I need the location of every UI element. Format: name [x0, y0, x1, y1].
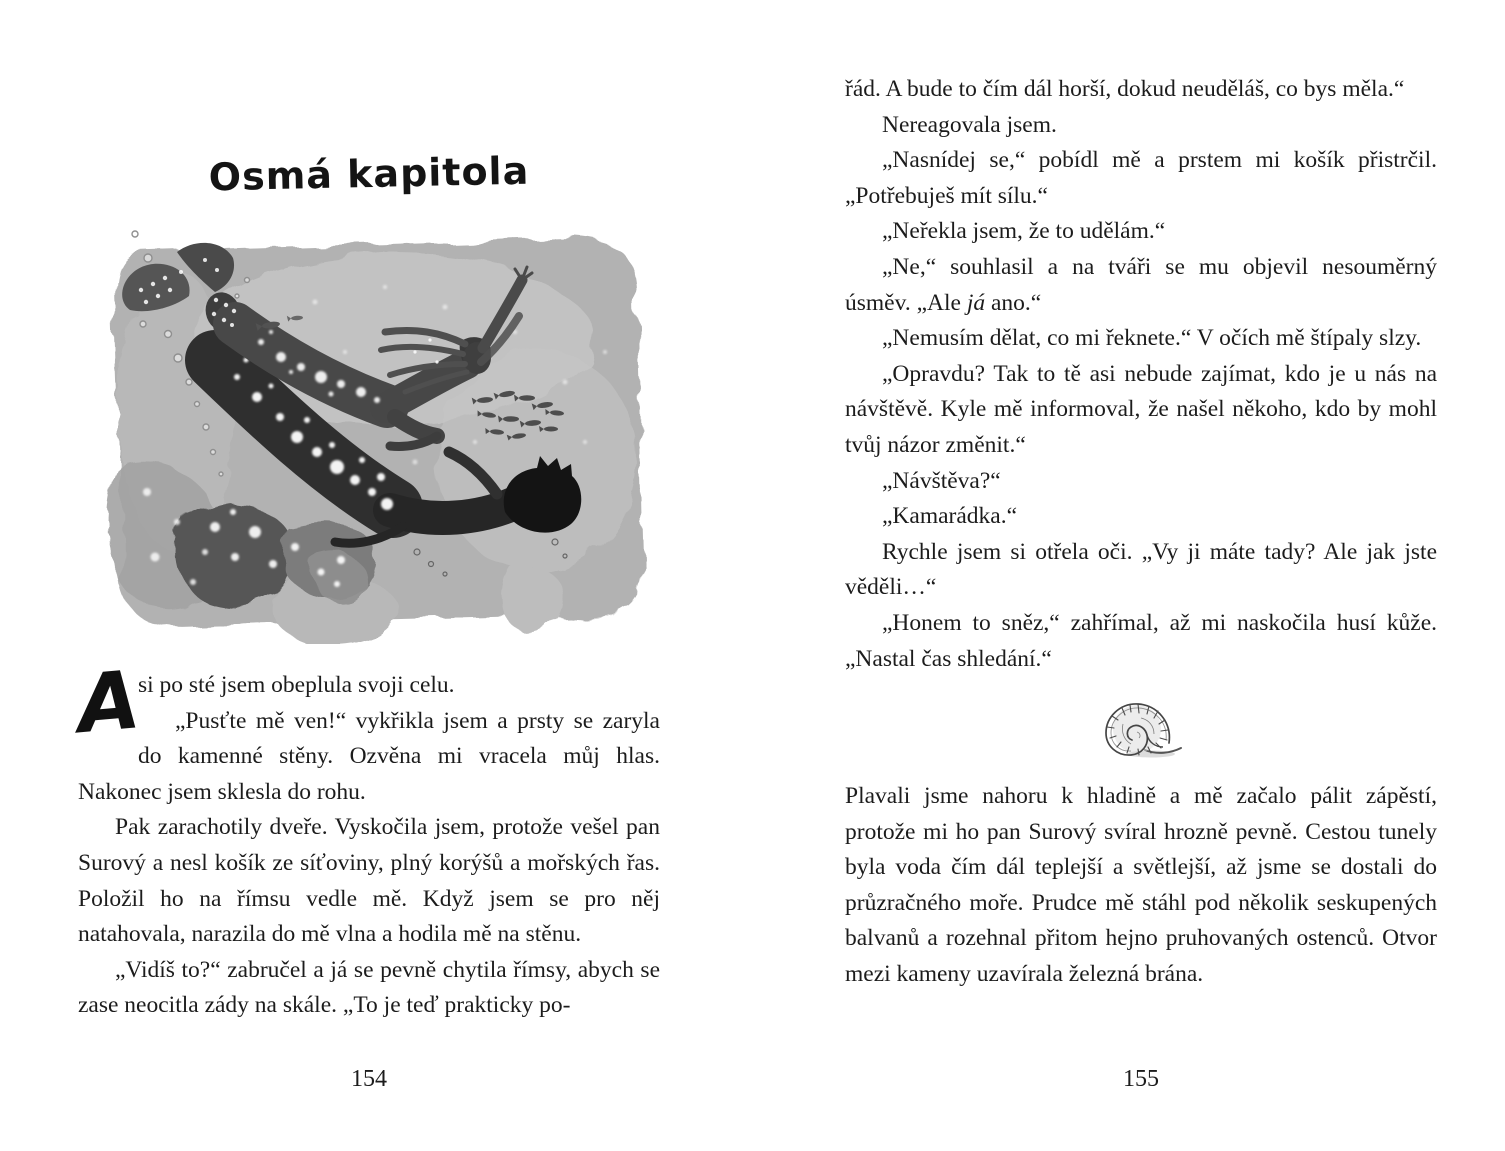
drop-cap: A [73, 653, 144, 752]
paragraph: „Kamarádka.“ [882, 503, 1018, 530]
paragraph: „Neřekla jsem, že to udělám.“ [882, 218, 1166, 245]
closing-paragraph: Plavali jsme nahoru k hladině a mě začalo pálit zápěstí, protože mi ho pan Surový svíral hrozně pevně. Cestou tunely byla voda čím dál teplejší a světlejší, až jsme se dostali do průzračného moře. Prudce mě stáhl pod několik seskupených balvanů a rozehnal přitom hejno pruhovaných ostenců. Otvor mezi kameny uzavírala železná brána. [845, 783, 1437, 988]
continuation-paragraph: řád. A bude to čím dál horší, dokud neuděláš, co bys měla.“ [845, 76, 1405, 102]
paragraph: Rychle jsem si otřela oči. „Vy ji máte tady? Ale jak jste věděli…“ [845, 538, 1437, 601]
paragraph: „Vidíš to?“ zabručel a já se pevně chytila římsy, abych se zase neocitla zády na skále. „To je teď prakticky po- [78, 956, 660, 1019]
right-page-text [845, 72, 1437, 993]
paragraph: „Nemusím dělat, co mi řeknete.“ V očích mě štípaly slzy. [882, 325, 1422, 352]
paragraph: „Pusťte mě ven!“ vykřikla jsem a prsty se zaryla do kamenné stěny. Ozvěna mi vracela můj hlas. Nakonec jsem sklesla do rohu. [78, 707, 660, 805]
left-page-text [73, 653, 660, 1024]
paragraph: „Nasnídej se,“ pobídl mě a prstem mi košík přistrčil. „Potřebuješ mít sílu.“ [845, 147, 1437, 209]
spiral-shell-illustration [1093, 690, 1189, 764]
paragraph: „Návštěva?“ [882, 467, 1001, 494]
paragraph: „Honem to sněz,“ zahřímal, až mi naskočila husí kůže. „Nastal čas shledání.“ [845, 609, 1437, 672]
page-number-right: 155 [1123, 1066, 1159, 1092]
opening-paragraph: A si po sté jsem obeplula svoji celu. [73, 653, 455, 752]
mermaid-illustration [85, 212, 663, 644]
paragraph: Nereagovala jsem. [882, 111, 1057, 138]
italic-word: já [966, 289, 986, 316]
page-number-left: 154 [351, 1066, 387, 1092]
paragraph: „Ne,“ souhlasil a na tváři se mu objevil nesouměrný úsměv. „Ale já ano.“ [845, 253, 1437, 316]
paragraph: Pak zarachotily dveře. Vyskočila jsem, protože vešel pan Surový a nesl košík ze síťoviny, plný korýšů a mořských řas. Položil ho na římsu vedle mě. Když jsem se pro něj natahovala, narazila do mě vlna a hodila mě na stěnu. [78, 814, 660, 948]
chapter-title: Osmá kapitola [208, 148, 530, 200]
paragraph: „Opravdu? Tak to tě asi nebude zajímat, kdo je u nás na návštěvě. Kyle mě informoval, že našel někoho, kdo by mohl tvůj názor změnit.“ [845, 360, 1437, 458]
